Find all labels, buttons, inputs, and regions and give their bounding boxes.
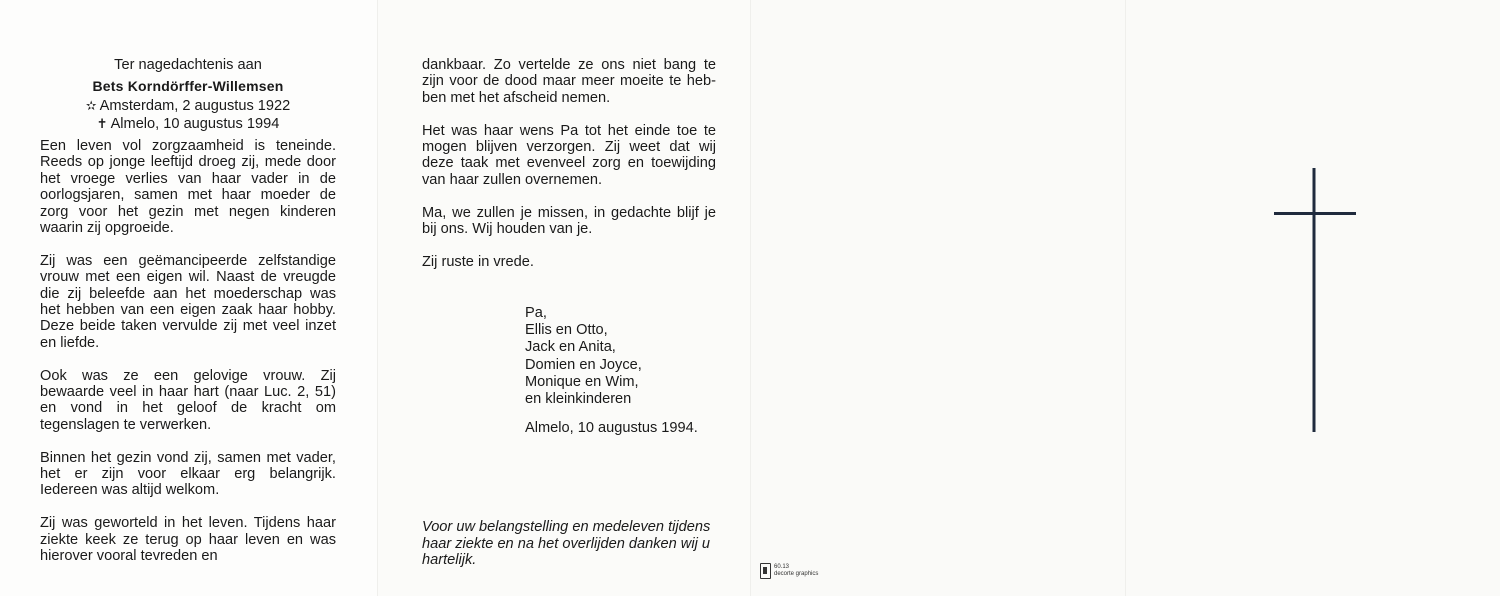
printer-imprint bbox=[760, 563, 818, 579]
intro-text: Ter nagedachtenis aan bbox=[114, 57, 262, 73]
paragraph: Zij ruste in vrede. bbox=[422, 253, 534, 270]
family-line: Domien en Joyce, bbox=[525, 356, 642, 373]
paragraph: Een leven vol zorgzaamheid is teneinde. Reeds op jonge leeftijd droeg zij, mede door het vroege verlies van haar vader in de oorlogsjaren, samen met haar moeder de zorg voor het gezin met negen kinderen waarin zij opgroeide. bbox=[40, 138, 336, 237]
family-line: Jack en Anita, bbox=[525, 339, 616, 356]
fold-line-right bbox=[1125, 0, 1126, 596]
paragraph: Het was haar wens Pa tot het einde toe te mogen blijven verzorgen. Zij weet dat wij deze taak met evenveel zorg en toewijding van haar zullen overnemen. bbox=[422, 122, 716, 188]
family-line: en kleinkinderen bbox=[525, 391, 632, 408]
family-line: Ellis en Otto, bbox=[525, 322, 608, 339]
middle-column-text bbox=[422, 57, 716, 270]
family-line: Monique en Wim, bbox=[525, 373, 639, 390]
fold-line-left bbox=[377, 0, 378, 596]
death-line bbox=[40, 115, 336, 133]
death-text: Almelo, 10 augustus 1994 bbox=[110, 116, 280, 132]
printer-logo-icon bbox=[760, 563, 771, 579]
paragraph: Ook was ze een gelovige vrouw. Zij bewaarde veel in haar hart (naar Luc. 2, 51) en vond in het geloof de kracht om tegenslagen te verwerken. bbox=[40, 367, 336, 433]
star-icon: ✫ bbox=[85, 98, 97, 113]
cross-icon bbox=[1274, 168, 1356, 432]
place-date: Almelo, 10 augustus 1994. bbox=[525, 420, 698, 436]
cross-vertical-bar bbox=[1313, 168, 1316, 432]
imprint-code: 60.13 bbox=[774, 564, 790, 570]
thanks-note: Voor uw belangstelling en medeleven tijdens haar ziekte en na het overlijden danken wij u hartelijk. bbox=[422, 519, 711, 569]
paragraph: Zij was een geëmancipeerde zelfstandige vrouw met een eigen wil. Naast de vreugde die zij beleefde aan het moederschap was het hebben van een eigen zaak haar hobby. Deze beide taken vervulde zij met veel inzet en liefde. bbox=[40, 252, 336, 351]
fold-line-center bbox=[750, 0, 751, 596]
memorial-header bbox=[40, 55, 336, 133]
cross-horizontal-bar bbox=[1274, 212, 1356, 215]
birth-line bbox=[40, 97, 336, 115]
paragraph: Zij was geworteld in het leven. Tijdens haar ziekte keek ze terug op haar leven en was hierover vooral tevreden en bbox=[40, 515, 336, 565]
paragraph: dankbaar. Zo vertelde ze ons niet bang te zijn voor de dood maar meer moeite te heb-ben met het afscheid nemen. bbox=[422, 57, 716, 106]
imprint-brand: decorte graphics bbox=[774, 571, 819, 577]
birth-text: Amsterdam, 2 augustus 1922 bbox=[99, 98, 291, 114]
paragraph: Binnen het gezin vond zij, samen met vader, het er zijn voor elkaar erg belangrijk. Iedereen was altijd welkom. bbox=[40, 449, 336, 499]
cross-small-icon: ✝ bbox=[96, 116, 108, 131]
family-signatures bbox=[525, 305, 642, 408]
deceased-name: Bets Korndörffer-Willemsen bbox=[92, 78, 284, 94]
left-column-text bbox=[40, 138, 336, 565]
paragraph: Ma, we zullen je missen, in gedachte blijf je bij ons. Wij houden van je. bbox=[422, 204, 716, 238]
family-line: Pa, bbox=[525, 305, 547, 321]
